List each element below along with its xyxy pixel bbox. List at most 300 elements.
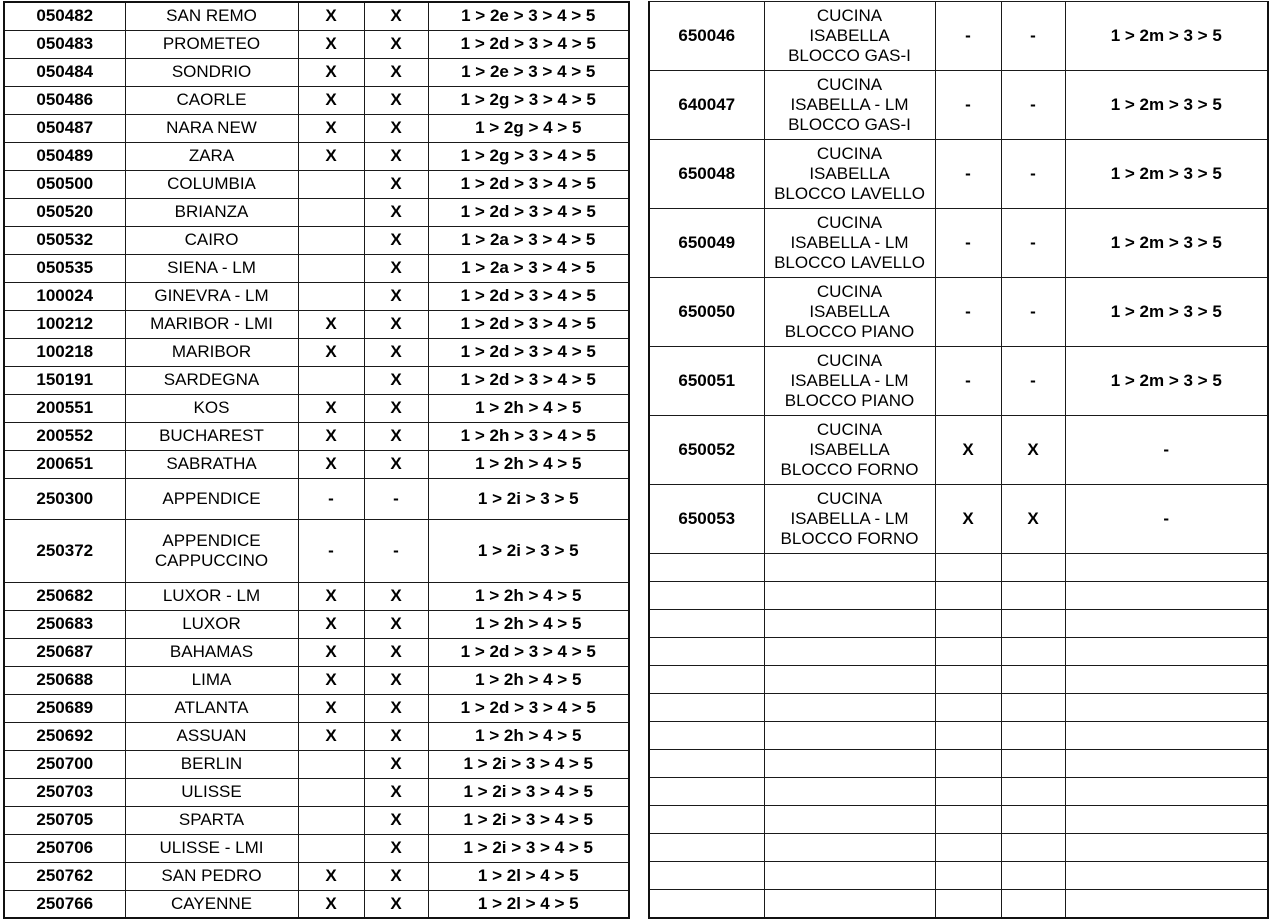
option-b-mark: X bbox=[364, 450, 428, 478]
table-row bbox=[4, 254, 629, 282]
assembly-sequence: 1 > 2h > 4 > 5 bbox=[428, 610, 629, 638]
option-a-mark: - bbox=[935, 347, 1001, 416]
product-name: ULISSE bbox=[125, 778, 298, 806]
table-row bbox=[4, 750, 629, 778]
product-code: 250689 bbox=[4, 694, 125, 722]
table-row bbox=[4, 890, 629, 918]
assembly-sequence: - bbox=[1065, 416, 1268, 485]
option-a-mark bbox=[298, 170, 364, 198]
assembly-sequence: 1 > 2h > 4 > 5 bbox=[428, 450, 629, 478]
assembly-sequence: 1 > 2d > 3 > 4 > 5 bbox=[428, 694, 629, 722]
empty-cell bbox=[1001, 610, 1065, 638]
table-row bbox=[4, 58, 629, 86]
option-a-mark: X bbox=[298, 694, 364, 722]
product-code: 050483 bbox=[4, 30, 125, 58]
product-name: SAN REMO bbox=[125, 2, 298, 30]
option-a-mark: X bbox=[298, 338, 364, 366]
empty-cell bbox=[764, 890, 935, 918]
option-a-mark: X bbox=[298, 58, 364, 86]
right-product-table bbox=[648, 1, 1269, 919]
table-row bbox=[649, 485, 1268, 554]
empty-cell bbox=[935, 806, 1001, 834]
product-code: 650052 bbox=[649, 416, 764, 485]
product-name: CAORLE bbox=[125, 86, 298, 114]
product-name-line: CUCINA bbox=[816, 282, 883, 301]
option-a-mark: X bbox=[298, 862, 364, 890]
option-a-mark: - bbox=[935, 278, 1001, 347]
product-code: 250692 bbox=[4, 722, 125, 750]
product-name: LIMA bbox=[125, 666, 298, 694]
table-row bbox=[649, 71, 1268, 140]
product-code: 650048 bbox=[649, 140, 764, 209]
option-a-mark: X bbox=[298, 666, 364, 694]
empty-cell bbox=[1001, 834, 1065, 862]
empty-cell bbox=[1065, 638, 1268, 666]
table-row bbox=[4, 582, 629, 610]
product-name-line: CUCINA bbox=[816, 351, 883, 370]
product-name-line: BLOCCO FORNO bbox=[780, 460, 919, 479]
empty-cell bbox=[1065, 862, 1268, 890]
assembly-sequence: 1 > 2d > 3 > 4 > 5 bbox=[428, 170, 629, 198]
product-name: SPARTA bbox=[125, 806, 298, 834]
option-b-mark: X bbox=[364, 254, 428, 282]
product-code: 250766 bbox=[4, 890, 125, 918]
option-a-mark: X bbox=[935, 485, 1001, 554]
product-code: 250372 bbox=[4, 519, 125, 582]
product-code: 050520 bbox=[4, 198, 125, 226]
product-code: 250683 bbox=[4, 610, 125, 638]
assembly-sequence: 1 > 2m > 3 > 5 bbox=[1065, 278, 1268, 347]
empty-cell bbox=[649, 722, 764, 750]
option-b-mark: X bbox=[364, 338, 428, 366]
table-row bbox=[649, 209, 1268, 278]
assembly-sequence: 1 > 2e > 3 > 4 > 5 bbox=[428, 58, 629, 86]
empty-cell bbox=[935, 582, 1001, 610]
product-name-line: BLOCCO PIANO bbox=[784, 322, 915, 341]
product-name: BAHAMAS bbox=[125, 638, 298, 666]
product-name: GINEVRA - LM bbox=[125, 282, 298, 310]
option-b-mark: X bbox=[1001, 485, 1065, 554]
product-name-line: BLOCCO LAVELLO bbox=[774, 184, 925, 203]
product-name-line: ISABELLA - LM bbox=[790, 233, 909, 252]
empty-cell bbox=[1001, 750, 1065, 778]
product-name-line: ISABELLA - LM bbox=[790, 509, 909, 528]
product-name bbox=[764, 71, 935, 140]
assembly-sequence: 1 > 2i > 3 > 4 > 5 bbox=[428, 778, 629, 806]
empty-cell bbox=[764, 834, 935, 862]
table-row bbox=[4, 610, 629, 638]
option-a-mark bbox=[298, 226, 364, 254]
option-a-mark: X bbox=[298, 638, 364, 666]
empty-cell bbox=[1001, 890, 1065, 918]
empty-cell bbox=[935, 862, 1001, 890]
table-row bbox=[4, 694, 629, 722]
empty-row bbox=[649, 890, 1268, 918]
option-b-mark: X bbox=[364, 310, 428, 338]
empty-row bbox=[649, 834, 1268, 862]
table-row bbox=[4, 30, 629, 58]
assembly-sequence: 1 > 2a > 3 > 4 > 5 bbox=[428, 254, 629, 282]
assembly-sequence: 1 > 2i > 3 > 4 > 5 bbox=[428, 806, 629, 834]
empty-cell bbox=[1001, 554, 1065, 582]
product-name: SARDEGNA bbox=[125, 366, 298, 394]
table-row bbox=[4, 310, 629, 338]
product-name: BRIANZA bbox=[125, 198, 298, 226]
product-code: 050487 bbox=[4, 114, 125, 142]
empty-cell bbox=[764, 610, 935, 638]
product-name bbox=[764, 347, 935, 416]
empty-cell bbox=[935, 554, 1001, 582]
option-a-mark: X bbox=[298, 86, 364, 114]
option-b-mark: X bbox=[1001, 416, 1065, 485]
product-code: 250703 bbox=[4, 778, 125, 806]
product-code: 100218 bbox=[4, 338, 125, 366]
option-b-mark: X bbox=[364, 86, 428, 114]
table-row bbox=[4, 638, 629, 666]
product-code: 050482 bbox=[4, 2, 125, 30]
empty-row bbox=[649, 638, 1268, 666]
empty-cell bbox=[1001, 582, 1065, 610]
option-b-mark: X bbox=[364, 30, 428, 58]
product-name-line: CUCINA bbox=[816, 489, 883, 508]
product-name-line: CUCINA bbox=[816, 144, 883, 163]
empty-cell bbox=[764, 778, 935, 806]
product-code: 650051 bbox=[649, 347, 764, 416]
empty-row bbox=[649, 806, 1268, 834]
option-a-mark bbox=[298, 750, 364, 778]
empty-cell bbox=[649, 834, 764, 862]
option-a-mark: X bbox=[298, 2, 364, 30]
option-b-mark: X bbox=[364, 890, 428, 918]
option-b-mark: - bbox=[364, 519, 428, 582]
empty-row bbox=[649, 862, 1268, 890]
empty-cell bbox=[764, 862, 935, 890]
table-row bbox=[4, 778, 629, 806]
empty-row bbox=[649, 750, 1268, 778]
product-code: 200552 bbox=[4, 422, 125, 450]
assembly-sequence: 1 > 2h > 3 > 4 > 5 bbox=[428, 422, 629, 450]
product-code: 100212 bbox=[4, 310, 125, 338]
table-row bbox=[4, 862, 629, 890]
option-a-mark bbox=[298, 254, 364, 282]
empty-cell bbox=[935, 610, 1001, 638]
assembly-sequence: - bbox=[1065, 485, 1268, 554]
option-b-mark: X bbox=[364, 394, 428, 422]
product-name: MARIBOR - LMI bbox=[125, 310, 298, 338]
table-row bbox=[649, 347, 1268, 416]
empty-row bbox=[649, 694, 1268, 722]
product-code: 200551 bbox=[4, 394, 125, 422]
assembly-sequence: 1 > 2m > 3 > 5 bbox=[1065, 2, 1268, 71]
product-name-line: CUCINA bbox=[816, 213, 883, 232]
empty-row bbox=[649, 722, 1268, 750]
product-code: 100024 bbox=[4, 282, 125, 310]
product-name-line: ISABELLA bbox=[809, 302, 890, 321]
product-code: 050486 bbox=[4, 86, 125, 114]
product-name: BUCHAREST bbox=[125, 422, 298, 450]
empty-cell bbox=[1065, 610, 1268, 638]
option-b-mark: - bbox=[1001, 347, 1065, 416]
table-row bbox=[4, 226, 629, 254]
product-name bbox=[764, 209, 935, 278]
option-b-mark: - bbox=[1001, 209, 1065, 278]
assembly-sequence: 1 > 2g > 4 > 5 bbox=[428, 114, 629, 142]
product-name: ASSUAN bbox=[125, 722, 298, 750]
table-row bbox=[4, 722, 629, 750]
table-row bbox=[4, 478, 629, 519]
empty-cell bbox=[649, 610, 764, 638]
option-b-mark: X bbox=[364, 226, 428, 254]
table-row bbox=[4, 519, 629, 582]
empty-row bbox=[649, 554, 1268, 582]
empty-cell bbox=[935, 834, 1001, 862]
assembly-sequence: 1 > 2i > 3 > 4 > 5 bbox=[428, 834, 629, 862]
option-b-mark: X bbox=[364, 610, 428, 638]
option-b-mark: X bbox=[364, 722, 428, 750]
empty-cell bbox=[764, 666, 935, 694]
assembly-sequence: 1 > 2d > 3 > 4 > 5 bbox=[428, 338, 629, 366]
empty-cell bbox=[649, 890, 764, 918]
assembly-sequence: 1 > 2m > 3 > 5 bbox=[1065, 209, 1268, 278]
assembly-sequence: 1 > 2d > 3 > 4 > 5 bbox=[428, 282, 629, 310]
assembly-sequence: 1 > 2i > 3 > 5 bbox=[428, 519, 629, 582]
empty-cell bbox=[1001, 778, 1065, 806]
option-b-mark: X bbox=[364, 778, 428, 806]
option-b-mark: X bbox=[364, 582, 428, 610]
product-code: 250682 bbox=[4, 582, 125, 610]
empty-cell bbox=[649, 666, 764, 694]
product-name-line: CUCINA bbox=[816, 75, 883, 94]
option-a-mark: X bbox=[298, 142, 364, 170]
product-name bbox=[764, 416, 935, 485]
option-a-mark: X bbox=[298, 310, 364, 338]
product-code: 650050 bbox=[649, 278, 764, 347]
left-product-table bbox=[3, 1, 630, 919]
empty-cell bbox=[935, 750, 1001, 778]
product-name-line: ISABELLA bbox=[809, 440, 890, 459]
product-code: 200651 bbox=[4, 450, 125, 478]
assembly-sequence: 1 > 2i > 3 > 4 > 5 bbox=[428, 750, 629, 778]
product-code: 250700 bbox=[4, 750, 125, 778]
option-b-mark: - bbox=[364, 478, 428, 519]
assembly-sequence: 1 > 2e > 3 > 4 > 5 bbox=[428, 2, 629, 30]
empty-cell bbox=[649, 638, 764, 666]
empty-cell bbox=[1065, 750, 1268, 778]
product-name: APPENDICE bbox=[125, 478, 298, 519]
table-row bbox=[4, 450, 629, 478]
product-name: LUXOR - LM bbox=[125, 582, 298, 610]
table-row bbox=[4, 198, 629, 226]
product-name: ZARA bbox=[125, 142, 298, 170]
product-name bbox=[764, 140, 935, 209]
product-name bbox=[764, 485, 935, 554]
product-name-line: BLOCCO PIANO bbox=[784, 391, 915, 410]
table-row bbox=[4, 142, 629, 170]
empty-cell bbox=[935, 666, 1001, 694]
product-name: SONDRIO bbox=[125, 58, 298, 86]
option-a-mark: - bbox=[935, 140, 1001, 209]
product-code: 050489 bbox=[4, 142, 125, 170]
table-row bbox=[4, 666, 629, 694]
table-row bbox=[4, 170, 629, 198]
product-name: SABRATHA bbox=[125, 450, 298, 478]
empty-cell bbox=[649, 778, 764, 806]
option-b-mark: - bbox=[1001, 2, 1065, 71]
empty-cell bbox=[649, 862, 764, 890]
empty-cell bbox=[764, 638, 935, 666]
option-a-mark bbox=[298, 366, 364, 394]
product-name bbox=[764, 2, 935, 71]
product-code: 050532 bbox=[4, 226, 125, 254]
assembly-sequence: 1 > 2d > 3 > 4 > 5 bbox=[428, 366, 629, 394]
product-code: 250687 bbox=[4, 638, 125, 666]
product-name: ULISSE - LMI bbox=[125, 834, 298, 862]
assembly-sequence: 1 > 2d > 3 > 4 > 5 bbox=[428, 638, 629, 666]
product-name: ATLANTA bbox=[125, 694, 298, 722]
empty-cell bbox=[1065, 554, 1268, 582]
product-code: 650046 bbox=[649, 2, 764, 71]
option-a-mark: X bbox=[298, 610, 364, 638]
product-name: SIENA - LM bbox=[125, 254, 298, 282]
table-row bbox=[4, 366, 629, 394]
option-a-mark: X bbox=[298, 394, 364, 422]
product-name: CAIRO bbox=[125, 226, 298, 254]
product-code: 050484 bbox=[4, 58, 125, 86]
empty-cell bbox=[1065, 834, 1268, 862]
product-name: KOS bbox=[125, 394, 298, 422]
empty-cell bbox=[649, 750, 764, 778]
product-code: 150191 bbox=[4, 366, 125, 394]
option-a-mark: X bbox=[935, 416, 1001, 485]
product-code: 250705 bbox=[4, 806, 125, 834]
table-row bbox=[649, 416, 1268, 485]
product-name-line: BLOCCO FORNO bbox=[780, 529, 919, 548]
product-name: NARA NEW bbox=[125, 114, 298, 142]
product-name: CAYENNE bbox=[125, 890, 298, 918]
option-b-mark: X bbox=[364, 862, 428, 890]
option-b-mark: X bbox=[364, 750, 428, 778]
option-a-mark: X bbox=[298, 450, 364, 478]
assembly-sequence: 1 > 2l > 4 > 5 bbox=[428, 890, 629, 918]
option-b-mark: X bbox=[364, 694, 428, 722]
option-a-mark bbox=[298, 198, 364, 226]
option-b-mark: X bbox=[364, 666, 428, 694]
product-name-line: CUCINA bbox=[816, 420, 883, 439]
table-row bbox=[649, 2, 1268, 71]
empty-cell bbox=[1001, 722, 1065, 750]
table-row bbox=[4, 338, 629, 366]
option-b-mark: X bbox=[364, 282, 428, 310]
product-name: PROMETEO bbox=[125, 30, 298, 58]
assembly-sequence: 1 > 2h > 4 > 5 bbox=[428, 394, 629, 422]
assembly-sequence: 1 > 2h > 4 > 5 bbox=[428, 666, 629, 694]
option-b-mark: - bbox=[1001, 140, 1065, 209]
table-row bbox=[649, 140, 1268, 209]
product-code: 250706 bbox=[4, 834, 125, 862]
assembly-sequence: 1 > 2h > 4 > 5 bbox=[428, 582, 629, 610]
empty-cell bbox=[1001, 638, 1065, 666]
option-b-mark: - bbox=[1001, 71, 1065, 140]
empty-row bbox=[649, 666, 1268, 694]
product-name: COLUMBIA bbox=[125, 170, 298, 198]
empty-cell bbox=[649, 694, 764, 722]
option-b-mark: X bbox=[364, 58, 428, 86]
product-name bbox=[764, 278, 935, 347]
table-row bbox=[4, 86, 629, 114]
product-code: 640047 bbox=[649, 71, 764, 140]
product-code: 650049 bbox=[649, 209, 764, 278]
assembly-sequence: 1 > 2g > 3 > 4 > 5 bbox=[428, 86, 629, 114]
product-name-line: ISABELLA bbox=[809, 26, 890, 45]
product-name: APPENDICE CAPPUCCINO bbox=[125, 519, 298, 582]
empty-cell bbox=[649, 554, 764, 582]
option-b-mark: X bbox=[364, 638, 428, 666]
product-name: BERLIN bbox=[125, 750, 298, 778]
empty-cell bbox=[935, 722, 1001, 750]
table-row bbox=[4, 114, 629, 142]
assembly-sequence: 1 > 2h > 4 > 5 bbox=[428, 722, 629, 750]
product-name: LUXOR bbox=[125, 610, 298, 638]
option-b-mark: - bbox=[1001, 278, 1065, 347]
assembly-sequence: 1 > 2m > 3 > 5 bbox=[1065, 347, 1268, 416]
empty-cell bbox=[1065, 778, 1268, 806]
option-b-mark: X bbox=[364, 806, 428, 834]
product-code: 050500 bbox=[4, 170, 125, 198]
option-a-mark bbox=[298, 834, 364, 862]
product-code: 250300 bbox=[4, 478, 125, 519]
right-table-body bbox=[649, 2, 1268, 918]
assembly-sequence: 1 > 2a > 3 > 4 > 5 bbox=[428, 226, 629, 254]
empty-cell bbox=[764, 694, 935, 722]
product-name-line: ISABELLA - LM bbox=[790, 95, 909, 114]
empty-row bbox=[649, 582, 1268, 610]
product-name-line: CUCINA bbox=[816, 6, 883, 25]
table-row bbox=[649, 278, 1268, 347]
option-a-mark: X bbox=[298, 114, 364, 142]
product-code: 250762 bbox=[4, 862, 125, 890]
empty-cell bbox=[764, 582, 935, 610]
assembly-sequence: 1 > 2d > 3 > 4 > 5 bbox=[428, 310, 629, 338]
empty-cell bbox=[935, 638, 1001, 666]
empty-cell bbox=[935, 890, 1001, 918]
table-row bbox=[4, 834, 629, 862]
option-b-mark: X bbox=[364, 366, 428, 394]
assembly-sequence: 1 > 2l > 4 > 5 bbox=[428, 862, 629, 890]
option-b-mark: X bbox=[364, 422, 428, 450]
table-row bbox=[4, 806, 629, 834]
product-name-line: ISABELLA bbox=[809, 164, 890, 183]
option-a-mark bbox=[298, 282, 364, 310]
assembly-sequence: 1 > 2m > 3 > 5 bbox=[1065, 140, 1268, 209]
option-b-mark: X bbox=[364, 114, 428, 142]
option-a-mark: X bbox=[298, 30, 364, 58]
empty-cell bbox=[1065, 582, 1268, 610]
option-a-mark bbox=[298, 778, 364, 806]
table-row bbox=[4, 2, 629, 30]
empty-cell bbox=[764, 554, 935, 582]
empty-cell bbox=[1065, 694, 1268, 722]
empty-cell bbox=[1001, 806, 1065, 834]
option-a-mark: X bbox=[298, 582, 364, 610]
empty-cell bbox=[649, 582, 764, 610]
empty-cell bbox=[935, 694, 1001, 722]
empty-cell bbox=[1065, 890, 1268, 918]
product-name-line: BLOCCO LAVELLO bbox=[774, 253, 925, 272]
table-row bbox=[4, 422, 629, 450]
table-row bbox=[4, 282, 629, 310]
empty-cell bbox=[1001, 862, 1065, 890]
empty-cell bbox=[1001, 694, 1065, 722]
